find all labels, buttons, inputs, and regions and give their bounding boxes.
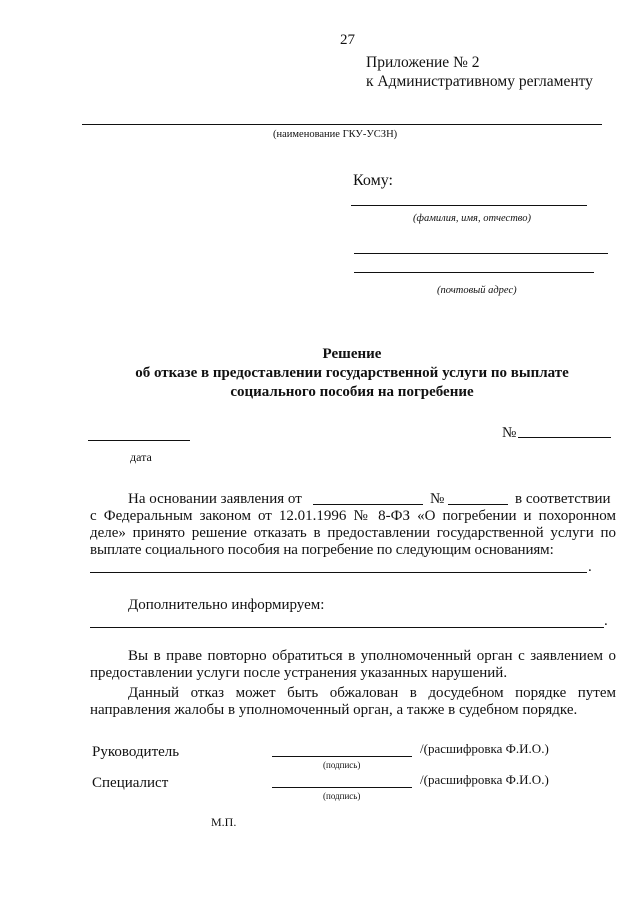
org-caption: (наименование ГКУ-УСЗН) [273, 129, 398, 140]
basis-number-label: № [430, 491, 445, 507]
appendix-title: Приложение № 2 [366, 54, 480, 71]
number-line [518, 437, 611, 438]
signature-decode-head: /(расшифровка Ф.И.О.) [420, 741, 549, 756]
rights-line-1: Вы в праве повторно обратиться в уполномоченный орган с заявлением о [128, 648, 616, 664]
org-line [82, 124, 602, 125]
grounds-period: . [588, 559, 592, 575]
additional-label: Дополнительно информируем: [128, 597, 325, 613]
additional-period: . [604, 613, 608, 629]
grounds-line [90, 572, 587, 573]
signature-caption-specialist: (подпись) [323, 791, 361, 801]
basis-line-2: с Федеральным законом от 12.01.1996 № 8-ФЗ «О погребении и похоронном [90, 508, 616, 524]
decision-subtitle-1: об отказе в предоставлении государственной услуги по выплате [135, 365, 569, 381]
recipient-address-line-2 [354, 272, 594, 273]
date-caption: дата [130, 450, 152, 464]
appendix-subtitle: к Административному регламенту [366, 73, 593, 90]
appeal-line-1: Данный отказ может быть обжалован в досудебном порядке путем [128, 685, 616, 701]
recipient-name-line [351, 205, 587, 206]
date-line [88, 440, 190, 441]
recipient-label: Кому: [353, 172, 393, 189]
additional-line [90, 627, 604, 628]
recipient-name-caption: (фамилия, имя, отчество) [413, 213, 531, 224]
page-number: 27 [340, 32, 355, 48]
appeal-line-2: направления жалобы в уполномоченный орган, а также в судебном порядке. [90, 702, 578, 718]
signature-decode-specialist: /(расшифровка Ф.И.О.) [420, 772, 549, 787]
basis-line-3: деле» принято решение отказать в предоставлении государственной услуги по [90, 525, 616, 541]
signature-role-specialist: Специалист [92, 775, 169, 791]
basis-start: На основании заявления от [128, 491, 302, 507]
decision-title: Решение [322, 346, 382, 362]
signature-line-head [272, 756, 412, 757]
rights-line-2: предоставлении услуги после устранения указанных нарушений. [90, 665, 508, 681]
stamp-place: М.П. [211, 815, 237, 829]
signature-role-head: Руководитель [92, 744, 180, 760]
decision-subtitle-2: социального пособия на погребение [230, 384, 474, 400]
application-number-line [448, 504, 508, 505]
recipient-address-line-1 [354, 253, 608, 254]
application-date-line [313, 504, 423, 505]
number-label: № [502, 425, 517, 441]
signature-caption-head: (подпись) [323, 760, 361, 770]
basis-line-4: выплате социального пособия на погребение по следующим основаниям: [90, 542, 554, 558]
recipient-address-caption: (почтовый адрес) [437, 285, 517, 296]
basis-end: в соответствии [515, 491, 611, 507]
signature-line-specialist [272, 787, 412, 788]
